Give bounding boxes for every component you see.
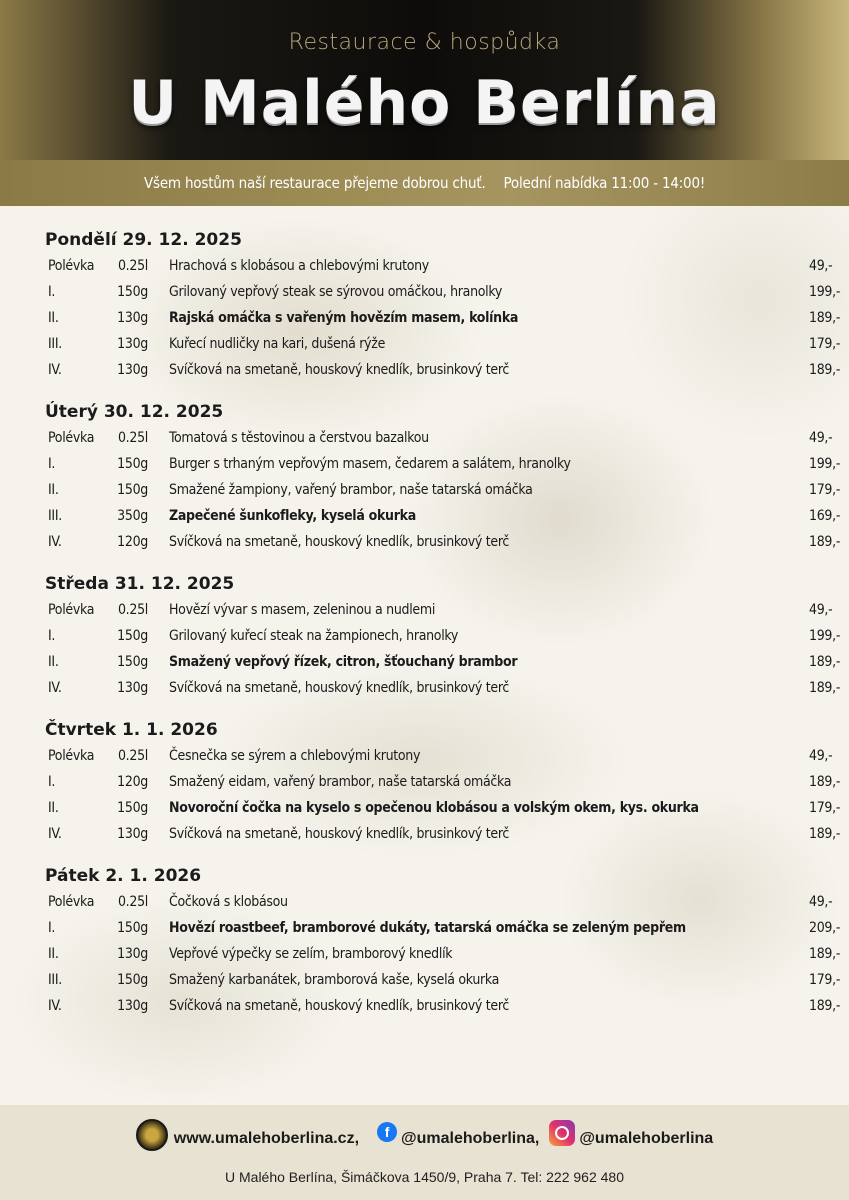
item-number: Polévka xyxy=(48,430,95,446)
item-dish: Čočková s klobásou xyxy=(169,894,288,910)
restaurant-name: U Malého Berlína xyxy=(128,68,721,138)
menu-day xyxy=(0,570,849,701)
greeting-banner xyxy=(0,160,849,206)
item-dish: Hovězí vývar s masem, zeleninou a nudlemi xyxy=(169,602,436,618)
day-title: Pátek 2. 1. 2026 xyxy=(45,866,202,886)
item-portion: 150g xyxy=(117,800,148,816)
item-price: 49,- xyxy=(809,602,833,618)
footer xyxy=(0,1105,849,1200)
item-dish: Burger s trhaným vepřovým masem, čedarem a salátem, hranolky xyxy=(169,456,571,472)
item-dish: Svíčková na smetaně, houskový knedlík, brusinkový terč xyxy=(169,534,510,550)
menu-item-row xyxy=(0,889,849,915)
item-number: IV. xyxy=(48,998,62,1014)
menu-day xyxy=(0,862,849,1019)
facebook-icon[interactable]: f xyxy=(377,1122,397,1142)
item-price: 179,- xyxy=(809,482,841,498)
item-number: Polévka xyxy=(48,258,95,274)
item-number: IV. xyxy=(48,826,62,842)
item-price: 179,- xyxy=(809,972,841,988)
item-portion: 150g xyxy=(117,654,148,670)
item-dish: Smažený eidam, vařený brambor, naše tatarská omáčka xyxy=(169,774,512,790)
header-subtitle: Restaurace & hospůdka xyxy=(288,30,561,55)
item-dish: Hrachová s klobásou a chlebovými krutony xyxy=(169,258,429,274)
item-number: III. xyxy=(48,508,62,524)
menu-item-row xyxy=(0,451,849,477)
day-title: Středa 31. 12. 2025 xyxy=(45,574,235,594)
item-price: 179,- xyxy=(809,336,841,352)
item-dish: Svíčková na smetaně, houskový knedlík, brusinkový terč xyxy=(169,826,510,842)
item-portion: 130g xyxy=(117,826,148,842)
item-price: 189,- xyxy=(809,362,841,378)
menu-item-row xyxy=(0,623,849,649)
item-number: I. xyxy=(48,456,56,472)
menu-day xyxy=(0,716,849,847)
website-link[interactable]: www.umalehoberlina.cz, xyxy=(173,1130,360,1147)
item-portion: 0.25l xyxy=(117,894,148,910)
item-dish: Svíčková na smetaně, houskový knedlík, brusinkový terč xyxy=(169,362,510,378)
item-number: Polévka xyxy=(48,894,95,910)
instagram-handle[interactable]: @umalehoberlina xyxy=(579,1130,714,1147)
menu-item-row xyxy=(0,597,849,623)
item-portion: 130g xyxy=(117,998,148,1014)
item-portion: 120g xyxy=(117,774,148,790)
menu-item-row xyxy=(0,331,849,357)
item-dish: Grilovaný kuřecí steak na žampionech, hranolky xyxy=(169,628,459,644)
item-number: II. xyxy=(48,946,59,962)
header xyxy=(0,0,849,160)
menu-item-row xyxy=(0,279,849,305)
item-portion: 0.25l xyxy=(117,748,148,764)
item-portion: 150g xyxy=(117,456,148,472)
item-number: IV. xyxy=(48,362,62,378)
menu-item-row xyxy=(0,795,849,821)
item-dish: Svíčková na smetaně, houskový knedlík, brusinkový terč xyxy=(169,998,510,1014)
item-number: Polévka xyxy=(48,602,95,618)
item-portion: 130g xyxy=(117,362,148,378)
item-number: IV. xyxy=(48,534,62,550)
item-price: 199,- xyxy=(809,284,841,300)
item-dish: Novoroční čočka na kyselo s opečenou klobásou a volským okem, kys. okurka xyxy=(169,800,699,816)
item-number: Polévka xyxy=(48,748,95,764)
item-number: II. xyxy=(48,800,59,816)
item-price: 189,- xyxy=(809,310,841,326)
item-portion: 0.25l xyxy=(117,602,148,618)
item-portion: 150g xyxy=(117,920,148,936)
menu-item-row xyxy=(0,305,849,331)
item-dish: Smažené žampiony, vařený brambor, naše tatarská omáčka xyxy=(169,482,533,498)
item-portion: 0.25l xyxy=(117,258,148,274)
menu-item-row xyxy=(0,529,849,555)
item-price: 189,- xyxy=(809,534,841,550)
item-number: II. xyxy=(48,310,59,326)
greeting-text: Všem hostům naší restaurace přejeme dobrou chuť. xyxy=(143,174,486,192)
item-portion: 150g xyxy=(117,482,148,498)
item-number: III. xyxy=(48,336,62,352)
restaurant-logo-icon xyxy=(136,1119,168,1151)
item-portion: 130g xyxy=(117,336,148,352)
item-dish: Zapečené šunkofleky, kyselá okurka xyxy=(169,508,416,524)
item-portion: 350g xyxy=(117,508,148,524)
item-number: IV. xyxy=(48,680,62,696)
day-title: Čtvrtek 1. 1. 2026 xyxy=(45,720,218,740)
item-price: 189,- xyxy=(809,998,841,1014)
day-title: Úterý 30. 12. 2025 xyxy=(45,402,224,422)
item-dish: Vepřové výpečky se zelím, bramborový knedlík xyxy=(169,946,453,962)
menu-item-row xyxy=(0,915,849,941)
item-portion: 0.25l xyxy=(117,430,148,446)
item-price: 49,- xyxy=(809,258,833,274)
item-portion: 120g xyxy=(117,534,148,550)
item-dish: Tomatová s těstovinou a čerstvou bazalkou xyxy=(169,430,429,446)
item-portion: 130g xyxy=(117,680,148,696)
instagram-icon[interactable] xyxy=(549,1120,575,1146)
menu-item-row xyxy=(0,769,849,795)
item-price: 199,- xyxy=(809,628,841,644)
weekly-menu xyxy=(0,226,849,1034)
item-dish: Smažený karbanátek, bramborová kaše, kyselá okurka xyxy=(169,972,500,988)
lunch-hours: Polední nabídka 11:00 - 14:00! xyxy=(503,174,706,192)
item-number: II. xyxy=(48,654,59,670)
menu-item-row xyxy=(0,941,849,967)
item-dish: Smažený vepřový řízek, citron, šťouchaný brambor xyxy=(169,654,518,670)
item-price: 189,- xyxy=(809,826,841,842)
item-price: 169,- xyxy=(809,508,841,524)
item-number: I. xyxy=(48,920,56,936)
item-portion: 150g xyxy=(117,284,148,300)
item-number: III. xyxy=(48,972,62,988)
item-price: 189,- xyxy=(809,680,841,696)
item-price: 189,- xyxy=(809,654,841,670)
item-dish: Česnečka se sýrem a chlebovými krutony xyxy=(169,748,421,764)
item-dish: Kuřecí nudličky na kari, dušená rýže xyxy=(169,336,386,352)
item-number: II. xyxy=(48,482,59,498)
item-portion: 150g xyxy=(117,972,148,988)
menu-day xyxy=(0,226,849,383)
item-portion: 150g xyxy=(117,628,148,644)
item-price: 49,- xyxy=(809,894,833,910)
item-number: I. xyxy=(48,774,56,790)
facebook-handle[interactable]: @umalehoberlina, xyxy=(401,1130,540,1147)
item-price: 49,- xyxy=(809,748,833,764)
footer-address: U Malého Berlína, Šimáčkova 1450/9, Praha 7. Tel: 222 962 480 xyxy=(225,1169,624,1185)
menu-item-row xyxy=(0,967,849,993)
menu-item-row xyxy=(0,253,849,279)
item-dish: Rajská omáčka s vařeným hovězím masem, kolínka xyxy=(169,310,519,326)
item-dish: Hovězí roastbeef, bramborové dukáty, tatarská omáčka se zeleným pepřem xyxy=(169,920,686,936)
menu-item-row xyxy=(0,675,849,701)
item-dish: Grilovaný vepřový steak se sýrovou omáčkou, hranolky xyxy=(169,284,503,300)
item-portion: 130g xyxy=(117,310,148,326)
menu-item-row xyxy=(0,503,849,529)
item-price: 189,- xyxy=(809,774,841,790)
item-dish: Svíčková na smetaně, houskový knedlík, brusinkový terč xyxy=(169,680,510,696)
menu-day xyxy=(0,398,849,555)
item-price: 199,- xyxy=(809,456,841,472)
item-number: I. xyxy=(48,628,56,644)
menu-item-row xyxy=(0,649,849,675)
item-price: 209,- xyxy=(809,920,841,936)
item-portion: 130g xyxy=(117,946,148,962)
item-price: 189,- xyxy=(809,946,841,962)
menu-item-row xyxy=(0,743,849,769)
item-price: 179,- xyxy=(809,800,841,816)
menu-item-row xyxy=(0,425,849,451)
item-price: 49,- xyxy=(809,430,833,446)
menu-item-row xyxy=(0,477,849,503)
footer-contacts xyxy=(0,1123,849,1155)
menu-item-row xyxy=(0,993,849,1019)
menu-item-row xyxy=(0,357,849,383)
menu-item-row xyxy=(0,821,849,847)
item-number: I. xyxy=(48,284,56,300)
day-title: Pondělí 29. 12. 2025 xyxy=(45,230,242,250)
